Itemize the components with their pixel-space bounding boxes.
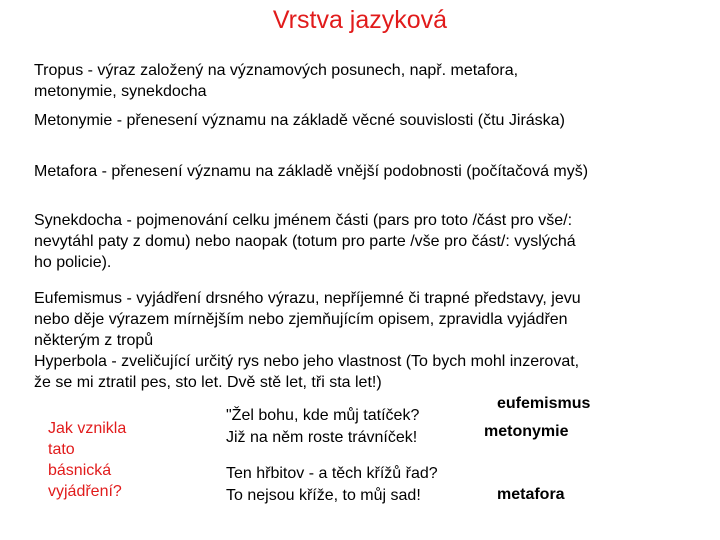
- verse-quote-2: Ten hřbitov - a těch křížů řad? To nejsou kříže, to můj sad!: [226, 465, 438, 504]
- question-text: Jak vznikla tato básnická vyjádření?: [48, 420, 127, 500]
- term-label-eufemismus: eufemismus: [497, 395, 591, 412]
- term-label-metafora: metafora: [497, 486, 565, 503]
- term-label-metonymie: metonymie: [484, 423, 569, 440]
- paragraph-eufemismus-hyperbola: Eufemismus - vyjádření drsného výrazu, nepříjemné či trapné představy, jevu nebo děje výrazem mírnějším nebo zjemňujícím opisem, zpravidla vyjádřen některým z tropů Hyperbola - zveličující určitý rys nebo jeho vlastnost (To bych mohl inzerovat, že se mi ztratil pes, sto let. Dvě stě let, tři sta let!): [34, 290, 581, 391]
- slide-title: Vrstva jazyková: [272, 6, 448, 34]
- paragraph-metonymie: Metonymie - přenesení významu na základě věcné souvislosti (čtu Jiráska): [34, 112, 565, 129]
- paragraph-tropus: Tropus - výraz založený na významových posunech, např. metafora, metonymie, synekdocha: [34, 62, 519, 100]
- paragraph-synekdocha: Synekdocha - pojmenování celku jménem části (pars pro toto /část pro vše/: nevytáhl paty z domu) nebo naopak (totum pro parte /vše pro část/: vyslýchá ho policie).: [34, 212, 576, 271]
- paragraph-metafora: Metafora - přenesení významu na základě vnější podobnosti (počítačová myš): [34, 163, 589, 180]
- verse-quote-1: "Žel bohu, kde můj tatíček? Již na něm roste trávníček!: [226, 407, 420, 446]
